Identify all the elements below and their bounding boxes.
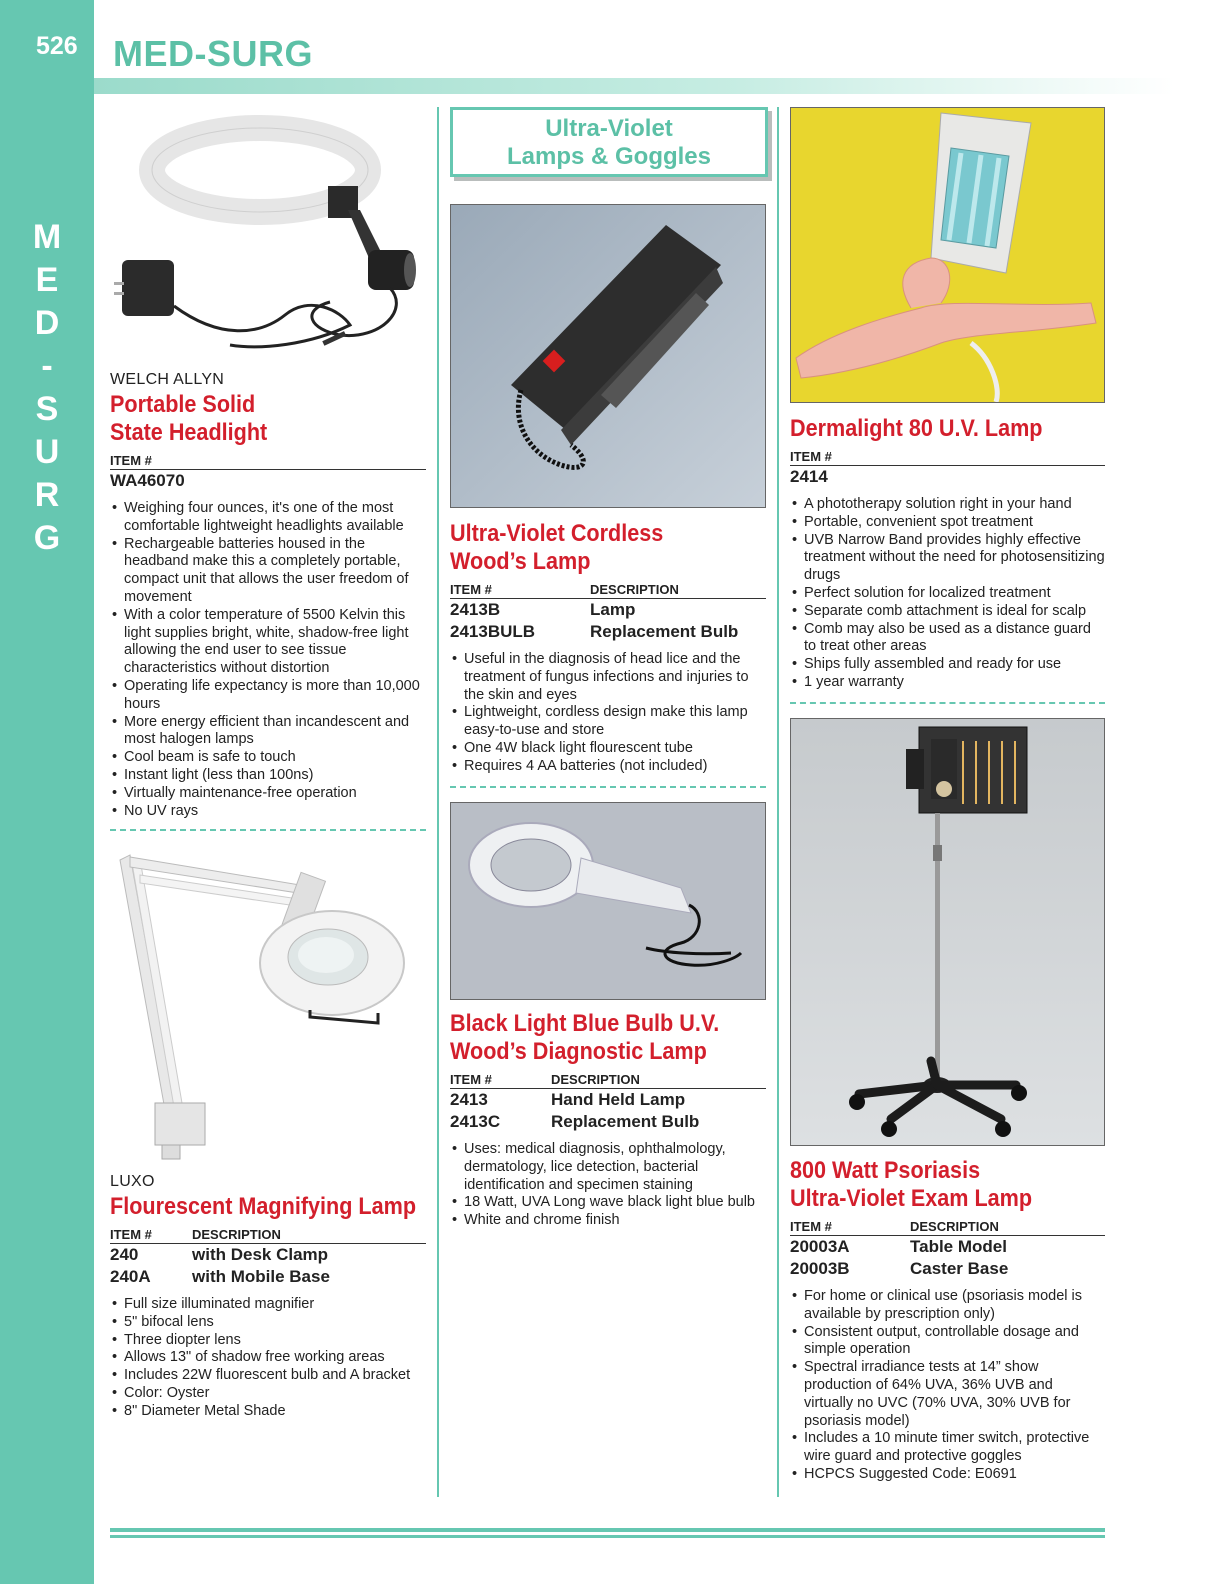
feature-item: • Consistent output, controllable dosage and simple operation	[790, 1324, 1105, 1360]
product-psoriasis-lamp	[790, 1157, 1105, 1484]
feature-item: • Requires 4 AA batteries (not included)	[450, 758, 766, 776]
footer-rule	[110, 1528, 1105, 1532]
item-header: ITEM #	[790, 449, 832, 464]
headlight-photo	[110, 110, 426, 360]
product-name: Wood’s Diagnostic Lamp	[450, 1038, 707, 1065]
product-name: Ultra-Violet Exam Lamp	[790, 1185, 1033, 1212]
feature-list	[110, 500, 426, 820]
product-headlight	[110, 371, 426, 820]
vertical-letter: R	[34, 476, 60, 514]
feature-item: • Weighing four ounces, it's one of the most comfortable lightweight headlights available	[110, 500, 426, 536]
feature-item: • HCPCS Suggested Code: E0691	[790, 1466, 1105, 1484]
section-title: MED-SURG	[113, 33, 313, 74]
product-dermalight-lamp	[790, 415, 1105, 692]
product-cordless-woods-lamp	[450, 520, 766, 776]
column-divider	[777, 107, 779, 1497]
feature-item: • 8" Diameter Metal Shade	[110, 1403, 426, 1421]
item-number: 2413	[450, 1090, 488, 1109]
dermalight-lamp-photo	[790, 107, 1105, 403]
feature-item: • Allows 13" of shadow free working areas	[110, 1349, 426, 1367]
feature-item: • Rechargeable batteries housed in the headband make this a completely portable, compact unit that allows the user freedom of movement	[110, 536, 426, 607]
feature-item: • Instant light (less than 100ns)	[110, 767, 426, 785]
vertical-letter: M	[32, 218, 62, 256]
feature-item: • Includes a 10 minute timer switch, protective wire guard and protective goggles	[790, 1430, 1105, 1466]
item-row	[110, 470, 426, 492]
header-rule	[94, 78, 1174, 94]
product-name: Wood’s Lamp	[450, 548, 591, 575]
column-header-line: Lamps & Goggles	[506, 143, 712, 170]
feature-item: • A phototherapy solution right in your hand	[790, 496, 1105, 514]
feature-item: • Spectral irradiance tests at 14” show production of 64% UVA, 36% UVB and virtually no UVC (70% UVA, 30% UVB for psoriasis model)	[790, 1359, 1105, 1430]
item-number: 20003B	[790, 1259, 850, 1278]
item-row	[450, 1111, 766, 1133]
description-header: DESCRIPTION	[551, 1072, 640, 1087]
vertical-letter: S	[35, 390, 59, 428]
item-number: 20003A	[790, 1237, 850, 1256]
item-number: WA46070	[110, 471, 185, 490]
feature-item: • No UV rays	[110, 803, 426, 821]
feature-item: • Includes 22W fluorescent bulb and A bracket	[110, 1367, 426, 1385]
feature-item: • Three diopter lens	[110, 1332, 426, 1350]
item-description: Caster Base	[910, 1259, 1009, 1278]
cordless-lamp-photo	[450, 204, 766, 508]
item-header: ITEM #	[790, 1219, 832, 1234]
column-divider	[437, 107, 439, 1497]
feature-list	[790, 1288, 1105, 1484]
item-table-header	[790, 449, 1105, 466]
item-description: Replacement Bulb	[590, 622, 739, 641]
feature-list	[450, 651, 766, 776]
feature-item: • Full size illuminated magnifier	[110, 1296, 426, 1314]
vertical-letter: U	[34, 433, 60, 471]
product-name: Black Light Blue Bulb U.V.	[450, 1010, 720, 1037]
item-number: 2413BULB	[450, 622, 536, 641]
item-table-header	[450, 1072, 766, 1089]
description-header: DESCRIPTION	[590, 582, 679, 597]
item-number: 2413C	[450, 1112, 501, 1131]
item-number: 240A	[110, 1267, 151, 1286]
feature-item: • Uses: medical diagnosis, ophthalmology, dermatology, lice detection, bacterial identification and specimen staining	[450, 1141, 766, 1194]
product-brand: LUXO	[110, 1173, 155, 1190]
item-description: Hand Held Lamp	[551, 1090, 686, 1109]
item-description: Replacement Bulb	[551, 1112, 700, 1131]
feature-item: • Separate comb attachment is ideal for scalp	[790, 603, 1105, 621]
feature-item: • Perfect solution for localized treatment	[790, 585, 1105, 603]
feature-list	[110, 1296, 426, 1421]
feature-item: • Portable, convenient spot treatment	[790, 514, 1105, 532]
feature-item: • For home or clinical use (psoriasis model is available by prescription only)	[790, 1288, 1105, 1324]
item-table-header	[110, 1227, 426, 1244]
item-table-header	[790, 1219, 1105, 1236]
feature-item: • Comb may also be used as a distance guard to treat other areas	[790, 621, 1105, 657]
product-magnifying-lamp	[110, 1173, 426, 1421]
item-description: Table Model	[910, 1237, 1007, 1256]
feature-list	[450, 1141, 766, 1230]
product-name: State Headlight	[110, 419, 268, 446]
footer-rule	[110, 1535, 1105, 1538]
item-header: ITEM #	[110, 453, 152, 468]
dashed-separator	[790, 702, 1105, 704]
item-number: 2414	[790, 467, 828, 486]
item-row	[790, 1236, 1105, 1258]
feature-item: • Virtually maintenance-free operation	[110, 785, 426, 803]
product-name: Dermalight 80 U.V. Lamp	[790, 415, 1043, 442]
feature-item: • 18 Watt, UVA Long wave black light blue bulb	[450, 1194, 766, 1212]
feature-item: • 1 year warranty	[790, 674, 1105, 692]
magnifier-lamp-photo	[110, 845, 426, 1165]
vertical-letter: D	[34, 304, 60, 342]
product-name: Portable Solid	[110, 391, 256, 418]
feature-item: • Cool beam is safe to touch	[110, 749, 426, 767]
product-blacklight-woods-lamp	[450, 1010, 766, 1230]
item-row	[450, 599, 766, 621]
page-number: 526	[36, 32, 78, 60]
product-brand: WELCH ALLYN	[110, 371, 225, 388]
item-header: ITEM #	[450, 582, 492, 597]
feature-item: • Color: Oyster	[110, 1385, 426, 1403]
dashed-separator	[450, 786, 766, 788]
vertical-section-label	[28, 216, 66, 560]
feature-item: • More energy efficient than incandescent and most halogen lamps	[110, 714, 426, 750]
item-row	[790, 1258, 1105, 1280]
product-name: Flourescent Magnifying Lamp	[110, 1193, 417, 1220]
column-header-line: Ultra-Violet	[545, 115, 673, 142]
psoriasis-lamp-photo	[790, 718, 1105, 1146]
feature-item: • With a color temperature of 5500 Kelvin this light supplies bright, white, shadow-free light allowing the end user to see tissue characteristics without distortion	[110, 607, 426, 678]
feature-item: • Ships fully assembled and ready for use	[790, 656, 1105, 674]
item-row	[790, 466, 1105, 488]
item-table-header	[450, 582, 766, 599]
item-header: ITEM #	[110, 1227, 152, 1242]
item-number: 240	[110, 1245, 139, 1264]
column-header-box	[450, 107, 768, 177]
feature-item: • Operating life expectancy is more than 10,000 hours	[110, 678, 426, 714]
product-name: Ultra-Violet Cordless	[450, 520, 664, 547]
vertical-letter: E	[35, 261, 59, 299]
item-description: with Mobile Base	[192, 1267, 330, 1286]
product-name: 800 Watt Psoriasis	[790, 1157, 981, 1184]
item-description: with Desk Clamp	[192, 1245, 329, 1264]
blacklight-lamp-photo	[450, 802, 766, 1000]
feature-item: • One 4W black light flourescent tube	[450, 740, 766, 758]
item-description: Lamp	[590, 600, 636, 619]
feature-item: • Lightweight, cordless design make this lamp easy-to-use and store	[450, 704, 766, 740]
item-row	[110, 1244, 426, 1266]
item-table-header	[110, 453, 426, 470]
dashed-separator	[110, 829, 426, 831]
item-row	[450, 621, 766, 643]
feature-list	[790, 496, 1105, 692]
feature-item: • 5" bifocal lens	[110, 1314, 426, 1332]
vertical-letter: -	[41, 347, 53, 385]
item-row	[450, 1089, 766, 1111]
item-header: ITEM #	[450, 1072, 492, 1087]
feature-item: • Useful in the diagnosis of head lice and the treatment of fungus infections and injuries to the skin and eyes	[450, 651, 766, 704]
feature-item: • UVB Narrow Band provides highly effective treatment without the need for photosensitizing drugs	[790, 532, 1105, 585]
vertical-letter: G	[33, 519, 61, 557]
feature-item: • White and chrome finish	[450, 1212, 766, 1230]
item-number: 2413B	[450, 600, 501, 619]
description-header: DESCRIPTION	[910, 1219, 999, 1234]
item-row	[110, 1266, 426, 1288]
description-header: DESCRIPTION	[192, 1227, 281, 1242]
